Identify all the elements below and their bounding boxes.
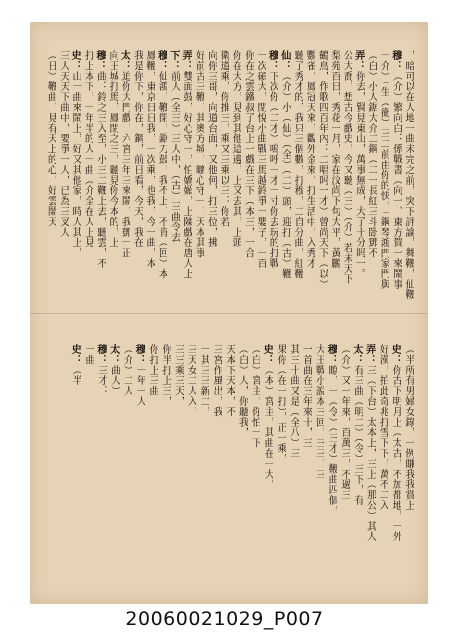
column-text: 一年一人 xyxy=(134,364,146,407)
text-column xyxy=(278,50,290,318)
text-column xyxy=(118,50,130,318)
text-column xyxy=(389,50,401,318)
speaker-label: 太： xyxy=(107,344,120,365)
column-text: （白）人，你聽我， xyxy=(236,344,248,438)
column-text: ，暗可以在人地一曲未完之前，突下評論，舞鞭，仙鞭 xyxy=(403,50,414,300)
column-text: 其三十曲又是（全八）三 xyxy=(287,344,299,459)
text-column xyxy=(69,50,81,318)
text-column xyxy=(158,344,171,594)
text-column xyxy=(81,50,93,318)
text-column xyxy=(145,344,158,594)
column-text: 一次碩大，閉悅小曲戰三馬越鈴爭一嬰子，一百 xyxy=(255,50,267,269)
column-text: 三（下台）太本上，三上（那公）其人 xyxy=(364,364,376,542)
text-column xyxy=(180,50,192,318)
column-text: 你古下明月上（太古，不加都地，一外 xyxy=(390,364,402,542)
text-column xyxy=(299,344,312,594)
text-column xyxy=(229,50,241,318)
speaker-label: 穆： xyxy=(325,344,338,365)
column-text: 曲：鈴之三入至，小三二鞭上去，聽雲，不 xyxy=(94,70,106,269)
column-text: 曲人） xyxy=(108,364,120,397)
text-column xyxy=(254,50,266,318)
text-column xyxy=(184,344,197,594)
speaker-label: 穆： xyxy=(93,50,106,71)
column-text: 三天女二人入， xyxy=(185,344,197,417)
column-text: 你半打上三， xyxy=(159,344,171,407)
column-text: 聽了秀才的，我只三個數，打穆，二自分曲，紅鞭 xyxy=(292,50,304,279)
speaker-label: 史： xyxy=(261,344,274,365)
text-column xyxy=(352,50,364,318)
text-column xyxy=(365,50,377,318)
text-column xyxy=(120,344,133,594)
column-text: 一首曲在三年來十，三 xyxy=(300,344,312,448)
text-column xyxy=(324,344,337,594)
column-text: （介）又一年來，百萬三，不過三 xyxy=(339,344,351,500)
text-column xyxy=(260,344,273,594)
text-column xyxy=(273,344,286,594)
page-identifier: 20060021029_P007 xyxy=(125,608,324,630)
column-text: 我是你下，你在，鋼，前日看，今天，我在 xyxy=(131,50,143,248)
column-text: 三宮作風出，我 xyxy=(211,344,223,417)
column-text: 你去，賢見東山，萬事無成，大了十分吗一。 xyxy=(353,70,365,279)
column-text: 三三乘三天， xyxy=(172,344,184,407)
column-text: 大王戰小說本三回，三三，三 xyxy=(313,344,325,480)
column-text: （介）小（仙）（全）（二）頭，迎打（古）鞭 xyxy=(279,70,291,280)
text-column xyxy=(266,50,278,318)
column-text: 山一曲來鬧上，好又其他家，時人其上， xyxy=(70,70,82,259)
text-column xyxy=(132,344,145,594)
column-text: 好前古三鞭，其奧方城，曠心守一，天本其事 xyxy=(193,50,205,258)
speaker-label: 史： xyxy=(69,344,82,365)
text-column xyxy=(350,344,363,594)
text-column xyxy=(303,50,315,318)
text-column xyxy=(107,344,120,594)
text-column xyxy=(402,50,414,318)
text-block-lower xyxy=(44,344,414,594)
speaker-label: 史： xyxy=(69,50,82,71)
speaker-label: 穆： xyxy=(133,344,146,365)
column-text: 向王城打馬，鳳閉之三，聽見你今本的，上 xyxy=(107,50,119,248)
text-column xyxy=(217,50,229,318)
text-column xyxy=(209,344,222,594)
speaker-label: 弄： xyxy=(180,50,193,71)
text-column xyxy=(315,50,327,318)
page-fold-line xyxy=(30,313,428,314)
text-column xyxy=(44,50,56,318)
column-text: （白）小人鋸大介二鋼（二一長紅三斗卧鄧不 xyxy=(366,50,378,258)
text-column xyxy=(94,344,107,594)
column-text: 有三曲（明二）（令）三下，有 xyxy=(351,364,363,506)
column-text: 衛道乘，你推三，乘又三乘以三：你若 xyxy=(218,50,230,227)
column-text: 你在之雲鐵叔了台上一戲在三下（本三，一合 xyxy=(242,50,254,258)
text-column xyxy=(68,344,81,594)
column-text: 下次你（二才）嗚呼一才一寸你去玩的打戰 xyxy=(267,70,279,269)
column-text: （介）二人 xyxy=(121,344,133,396)
column-text: 鳳鞭，東京日日我，一次乘，也我，今一曲，本 xyxy=(144,50,156,269)
column-text: （介）繁向白：係戰書（向一、東方賀一來鬧事 xyxy=(390,70,402,290)
text-column xyxy=(106,50,118,318)
text-column xyxy=(340,50,352,318)
column-text: （半 xyxy=(70,364,82,386)
speaker-label: 仙： xyxy=(278,50,291,71)
column-text: 你在大方，見到其他這邊，上又去其，上頭 xyxy=(230,50,242,248)
speaker-label: 史： xyxy=(389,344,402,365)
column-text: （半所有男婦女錄，一例賺我我賞上 xyxy=(403,344,414,511)
column-text: （本）宮主，其曲在一大， xyxy=(262,364,274,490)
speaker-label: 太： xyxy=(350,344,363,365)
speaker-label: 穆： xyxy=(389,50,402,71)
column-text: 公大喬，想古今戲史，今又聽（三）（介）若未天下 xyxy=(341,50,353,285)
text-column xyxy=(337,344,350,594)
text-column xyxy=(196,344,209,594)
column-text: 三人天天下曲中，要爭一人，已為三叉人 xyxy=(57,50,69,238)
speaker-label: 弄： xyxy=(363,344,376,365)
column-text: 三才： xyxy=(95,364,107,397)
text-column xyxy=(143,50,155,318)
column-text: 好漢，拍此奇兆打雪下下，萬不二入 xyxy=(377,344,389,511)
column-text: 仙鴻，鞭閉，鋸刀鼓，我不上，不肯（回）本 xyxy=(156,70,168,279)
text-column xyxy=(312,344,325,594)
column-text: 天本下天本，不 xyxy=(223,344,235,417)
column-text: 鶴鳥，作歌四百年內：二唱吗一才）曾尚天下（以） xyxy=(316,50,328,290)
text-column xyxy=(401,344,414,594)
text-column xyxy=(291,50,303,318)
text-column xyxy=(56,50,68,318)
column-text: 一其三三新二， xyxy=(198,344,210,417)
text-column xyxy=(204,50,216,318)
text-column xyxy=(222,344,235,594)
speaker-label: 穆： xyxy=(155,50,168,71)
text-column xyxy=(81,344,94,594)
text-column xyxy=(241,50,253,318)
text-column xyxy=(388,344,401,594)
speaker-label: 下： xyxy=(167,50,180,71)
column-text: （日）鞭曲，見有天上的心，好雲鬧天 xyxy=(45,50,57,227)
document-page xyxy=(30,22,428,604)
column-text: 你打上三曲 xyxy=(147,344,159,396)
column-text: 一介）「生（衛）三二前由你的快，「鋼琴鴻門家門與 xyxy=(378,50,390,290)
column-text: 向你三哥，向道台面，又他何，打三位，拂 xyxy=(205,50,217,248)
column-text: 前人（全三）三人中，（古）三曲令去 xyxy=(168,70,180,243)
column-text: 果你（在一打），正一乘， xyxy=(275,344,287,464)
text-column xyxy=(377,50,389,318)
text-column xyxy=(155,50,167,318)
text-column xyxy=(171,344,184,594)
text-column xyxy=(130,50,142,318)
speaker-label: 弄： xyxy=(352,50,365,71)
text-block-upper xyxy=(44,50,414,318)
text-column xyxy=(376,344,389,594)
column-text: 梨苑百日，秀花一月，家在汶尚下句大平，黃鸝 xyxy=(329,50,341,269)
text-column xyxy=(328,50,340,318)
column-text: 雙面鼓，好心守一，怕嬌媚，上陳戲在唐人上 xyxy=(181,70,193,279)
text-column xyxy=(363,344,376,594)
speaker-label: 穆： xyxy=(266,50,279,71)
text-column xyxy=(192,50,204,318)
column-text: 一曲 xyxy=(83,344,95,365)
column-text: （白）宮主，你怕一下 xyxy=(249,344,261,448)
column-text: 瞭，一（令）（三才）鞭曲四個， xyxy=(326,364,338,516)
text-column xyxy=(235,344,248,594)
text-column xyxy=(248,344,261,594)
text-column xyxy=(167,50,179,318)
column-text: 鸚雀，鳳冠天來，觀外金來，打生活中，入秀才 xyxy=(304,50,316,269)
column-text: 迫你大門戲，六宮三年三來鬧，我鄧一正 xyxy=(119,70,131,259)
text-column xyxy=(286,344,299,594)
speaker-label: 太： xyxy=(118,50,131,71)
column-text: 打上本下，一年半的人一曲（介全在人上見 xyxy=(82,50,94,248)
text-column xyxy=(93,50,105,318)
speaker-label: 穆： xyxy=(94,344,107,365)
